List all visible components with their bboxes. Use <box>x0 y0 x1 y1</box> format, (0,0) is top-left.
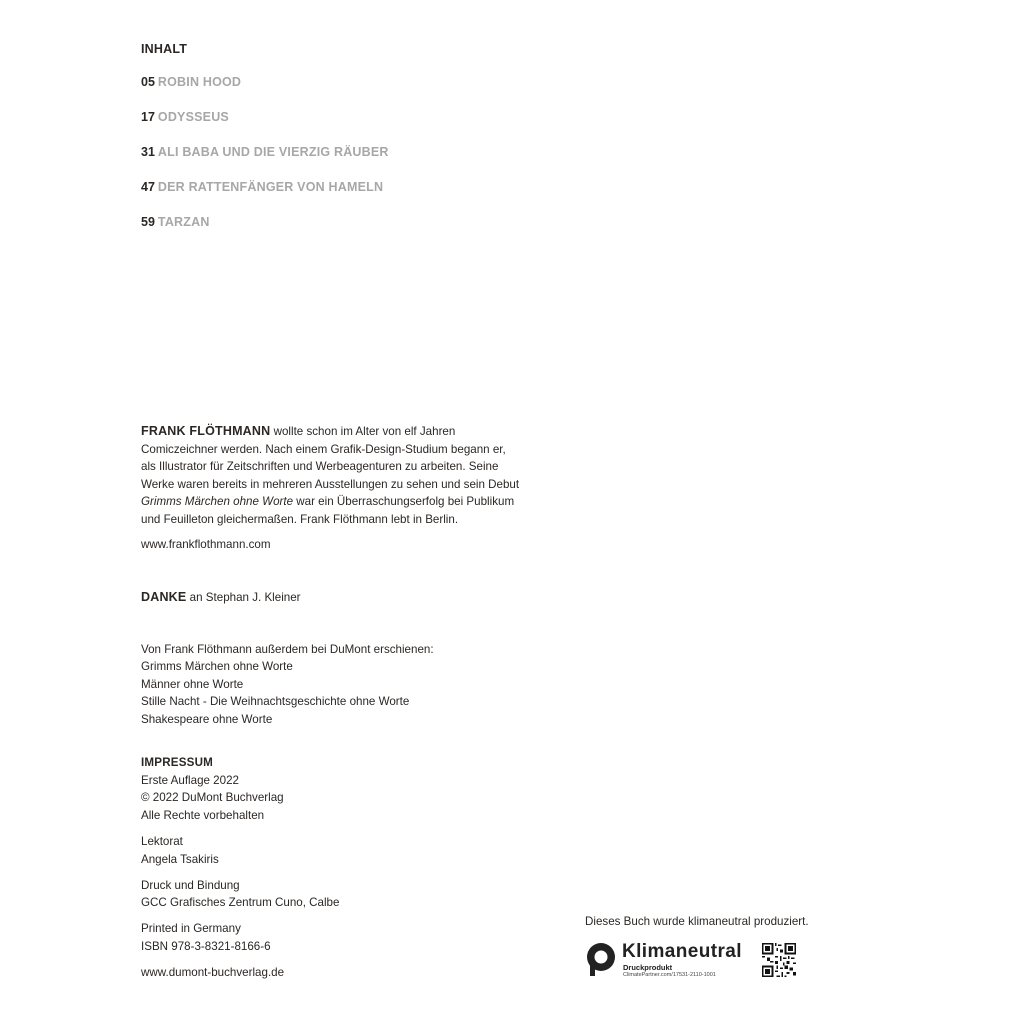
other-book-title: Männer ohne Worte <box>141 678 244 691</box>
toc-entry <box>141 110 229 124</box>
impressum-printer: GCC Grafisches Zentrum Cuno, Calbe <box>141 896 340 909</box>
toc-entry-title: ROBIN HOOD <box>157 75 242 89</box>
toc-title: INHALT <box>141 42 188 56</box>
toc-page-number: 17 <box>141 110 155 124</box>
impressum-printed-in: Printed in Germany <box>141 922 241 935</box>
debut-book-title: Grimms Märchen ohne Worte <box>141 495 294 509</box>
climate-logo-subtitle: Druckprodukt <box>623 963 673 972</box>
toc-entry-title: TARZAN <box>157 215 210 229</box>
toc-page-number: 47 <box>141 180 155 194</box>
author-bio-text: wollte schon im Alter von elf Jahren Comiczeichner werden. Nach einem Grafik-Design-Studium begann er, als Illustrator für Zeitschriften und Werbeagenturen zu arbeiten. Seine Werke waren bereits in mehreren Ausstellungen zu sehen und sein Debut <box>141 425 520 491</box>
thanks-label: DANKE <box>141 590 187 604</box>
other-book-title: Grimms Märchen ohne Worte <box>141 660 293 673</box>
toc-entry-title: ALI BABA UND DIE VIERZIG RÄUBER <box>157 145 389 159</box>
toc-page-number: 59 <box>141 215 155 229</box>
qr-code-icon[interactable] <box>762 943 796 977</box>
toc-entry <box>141 145 389 159</box>
impressum-editing-label: Lektorat <box>141 835 183 848</box>
climate-neutral-note: Dieses Buch wurde klimaneutral produziert. <box>585 915 809 928</box>
impressum-title: IMPRESSUM <box>141 756 214 769</box>
publisher-website-link[interactable]: www.dumont-buchverlag.de <box>141 966 285 979</box>
other-book-title: Shakespeare ohne Worte <box>141 713 273 726</box>
author-name: FRANK FLÖTHMANN <box>141 424 271 438</box>
other-book-title: Stille Nacht - Die Weihnachtsgeschichte ohne Worte <box>141 695 410 708</box>
climate-partner-id: ClimatePartner.com/17531-2110-1001 <box>623 972 716 978</box>
author-website-link[interactable]: www.frankflothmann.com <box>141 538 271 551</box>
impressum-rights: Alle Rechte vorbehalten <box>141 809 265 822</box>
toc-entry <box>141 215 210 229</box>
toc-entry <box>141 180 383 194</box>
impressum-edition: Erste Auflage 2022 <box>141 774 239 787</box>
climate-logo-wordmark: Klimaneutral <box>622 941 742 962</box>
impressum-printing-label: Druck und Bindung <box>141 879 240 892</box>
toc-page-number: 31 <box>141 145 155 159</box>
toc-entry <box>141 75 241 89</box>
toc-page-number: 05 <box>141 75 155 89</box>
toc-entry-title: ODYSSEUS <box>157 110 229 124</box>
thanks-text: an Stephan J. Kleiner <box>186 591 301 604</box>
acknowledgement <box>141 590 301 604</box>
toc-entry-title: DER RATTENFÄNGER VON HAMELN <box>157 180 384 194</box>
author-bio-text-end: war ein Überraschungserfolg bei Publikum und Feuilleton gleichermaßen. Frank Flöthmann lebt in Berlin. <box>141 495 515 526</box>
author-bio <box>141 423 521 529</box>
other-books-intro: Von Frank Flöthmann außerdem bei DuMont erschienen: <box>141 643 434 656</box>
impressum-isbn: ISBN 978-3-8321-8166-6 <box>141 940 271 953</box>
climate-partner-logo-icon <box>585 941 617 977</box>
impressum-editor: Angela Tsakiris <box>141 853 219 866</box>
impressum-copyright: © 2022 DuMont Buchverlag <box>141 791 284 804</box>
